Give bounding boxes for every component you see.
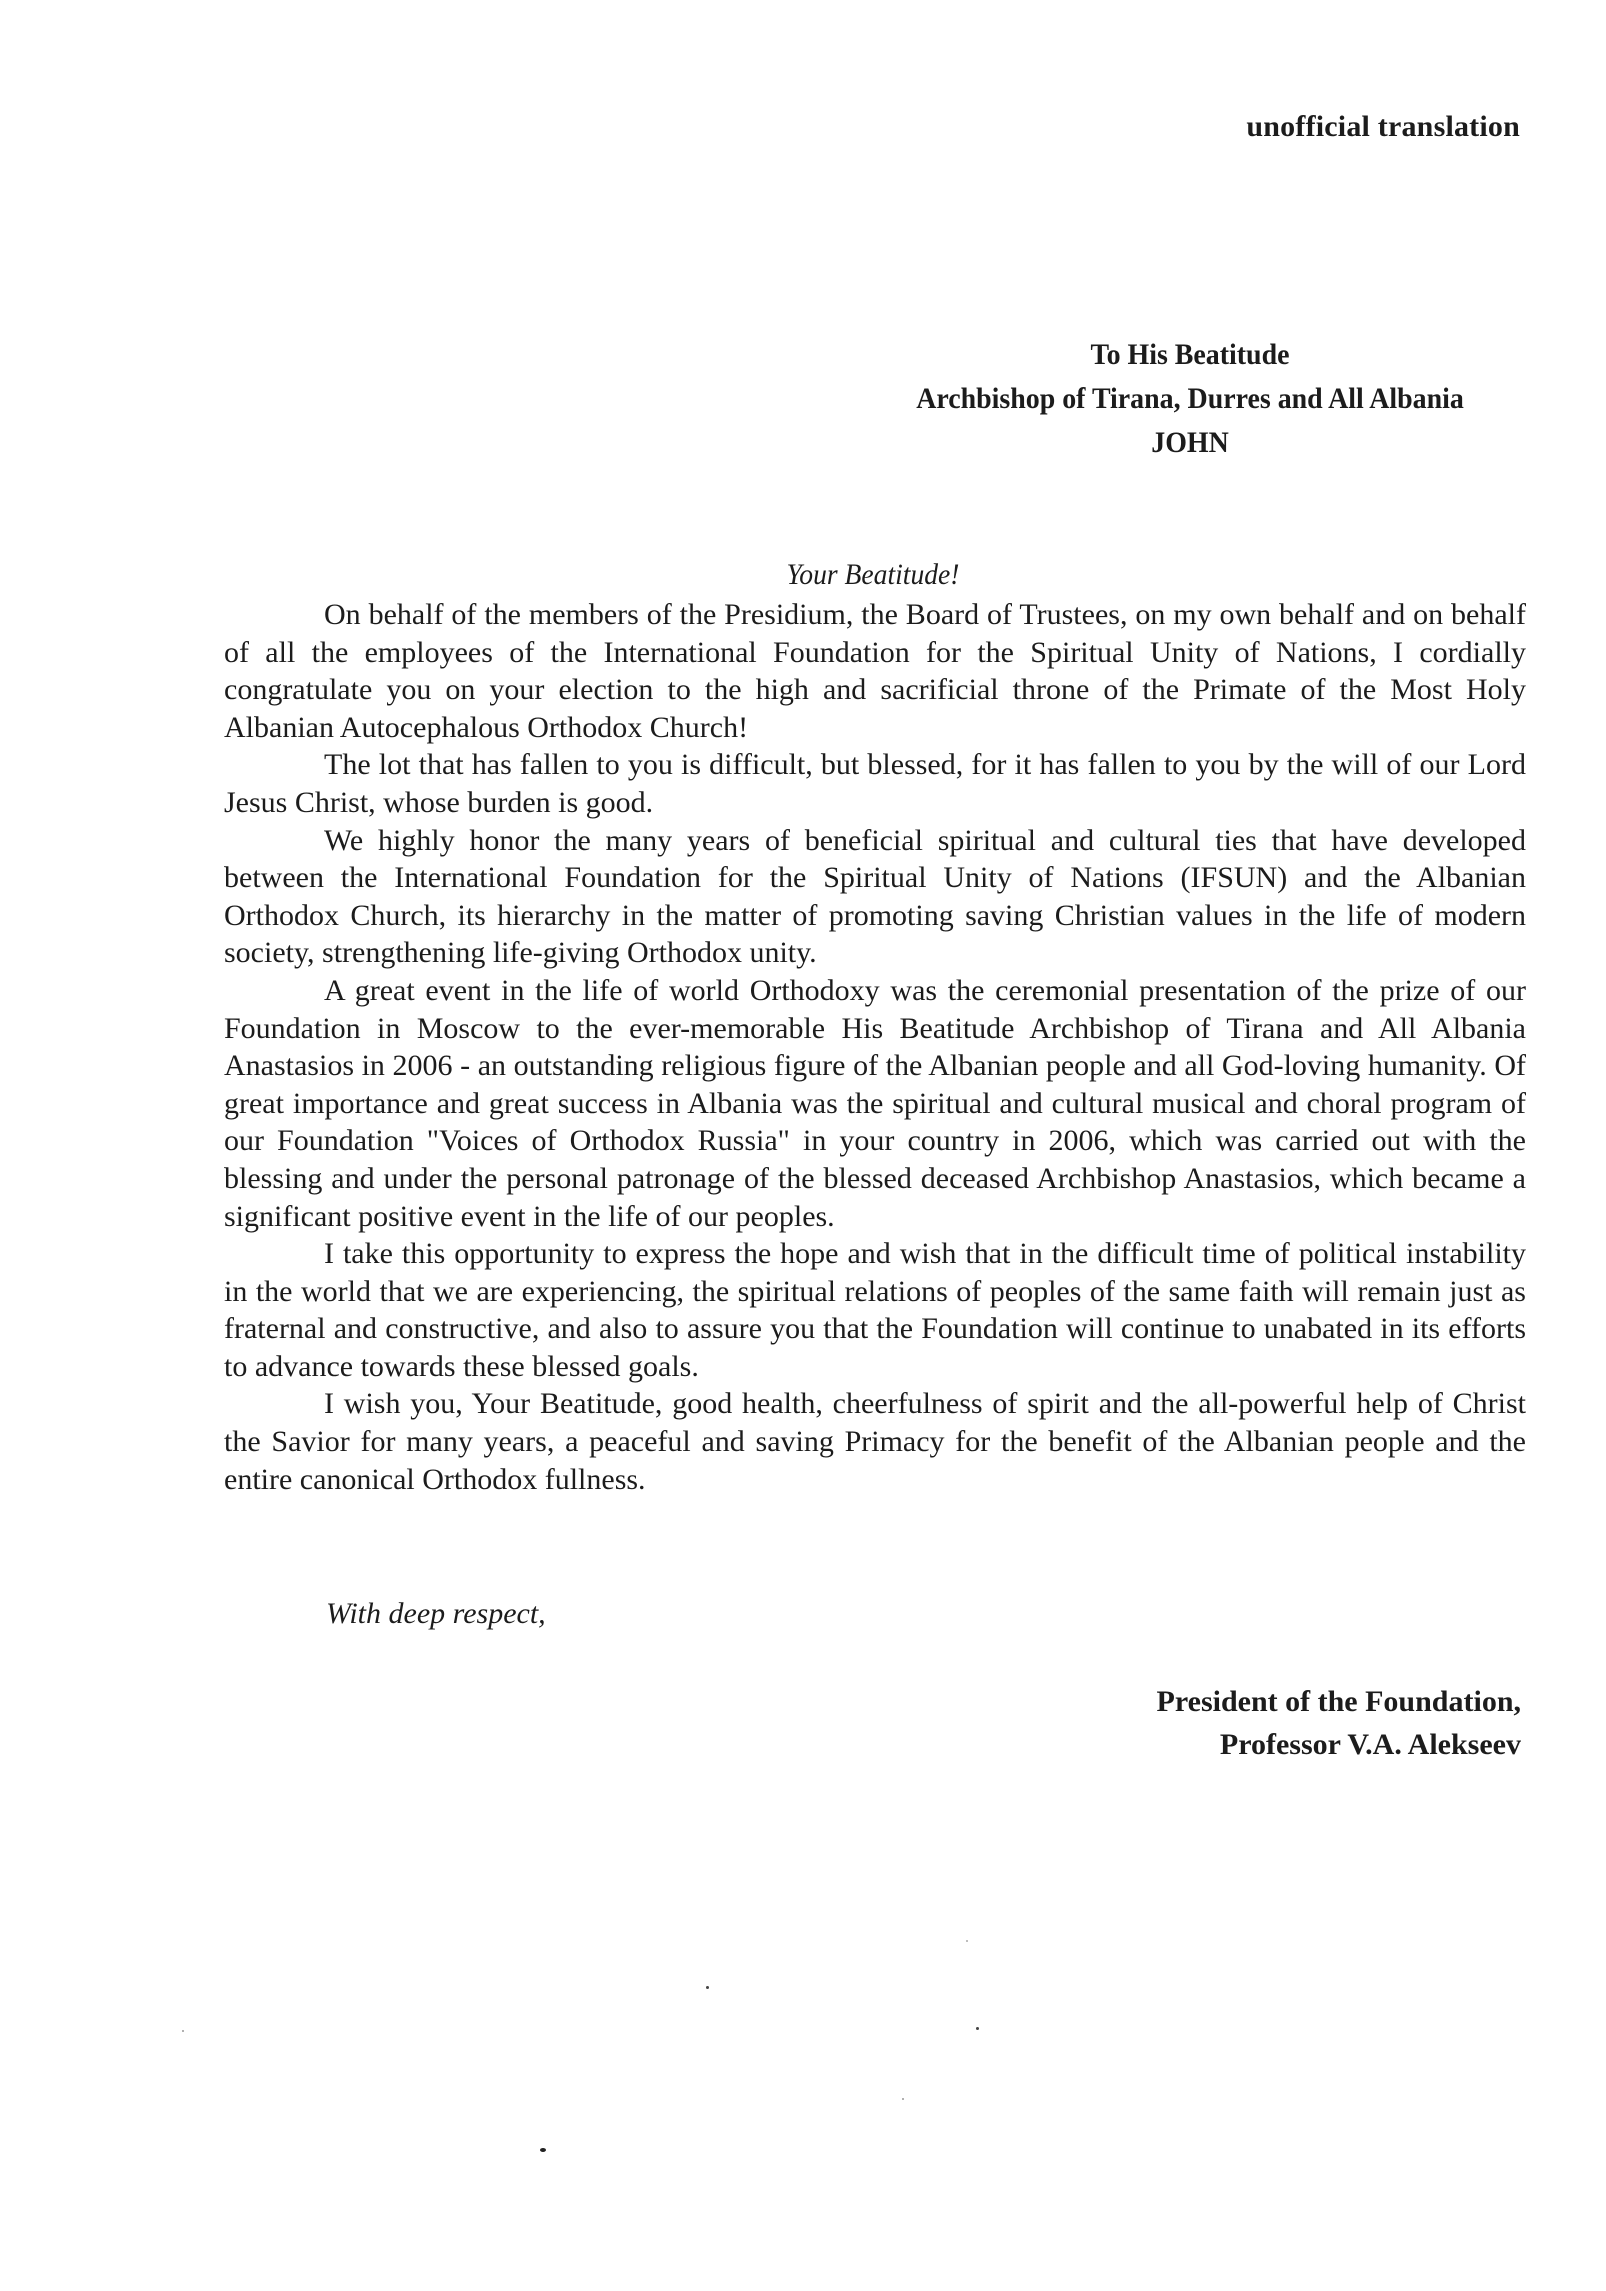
addressee-line-title: To His Beatitude <box>1090 338 1290 371</box>
salutation: Your Beatitude! <box>786 558 960 591</box>
signature-name: Professor V.A. Alekseev <box>1219 1728 1521 1761</box>
addressee-block <box>883 333 1497 465</box>
paragraph-lot: The lot that has fallen to you is difficult, but blessed, for it has fallen to you by the will of our Lord Jesus Christ, whose burden is good. <box>224 748 1526 819</box>
signature-block <box>1157 1680 1521 1766</box>
scan-speck <box>182 2030 184 2032</box>
paragraph-event: A great event in the life of world Orthodoxy was the ceremonial presentation of the prize of our Foundation in Moscow to the ever-memorable His Beatitude Archbishop of Tirana and All Albania Anastasios in 2006 - an outstanding religious figure of the Albanian people and all God-loving humanity. Of great importance and great success in Albania was the spiritual and cultural musical and choral program of our Foundation "Voices of Orthodox Russia" in your country in 2006, which was carried out with the blessing and under the personal patronage of the blessed deceased Archbishop Anastasios, which became a significant positive event in the life of our peoples. <box>224 973 1526 1233</box>
closing: With deep respect, <box>326 1597 546 1630</box>
scan-speck <box>966 1940 968 1942</box>
addressee-line-name: JOHN <box>1151 426 1229 459</box>
paragraph-wishes: I wish you, Your Beatitude, good health, cheerfulness of spirit and the all-powerful help of Christ the Savior for many years, a peaceful and saving Primacy for the benefit of the Albanian people and the entire canonical Orthodox fullness. <box>224 1387 1526 1496</box>
letter-body <box>224 596 1526 1498</box>
paragraph-ties: We highly honor the many years of beneficial spiritual and cultural ties that have developed between the International Foundation for the Spiritual Unity of Nations (IFSUN) and the Albanian Orthodox Church, its hierarchy in the matter of promoting saving Christian values in the life of modern society, strengthening life-giving Orthodox unity. <box>224 823 1526 970</box>
scan-speck <box>706 1986 709 1989</box>
scan-speck <box>540 2148 546 2152</box>
signature-title: President of the Foundation, <box>1156 1685 1521 1718</box>
paragraph-congratulation: On behalf of the members of the Presidium, the Board of Trustees, on my own behalf and on behalf of all the employees of the International Foundation for the Spiritual Unity of Nations, I cordially congratulate you on your election to the high and sacrificial throne of the Primate of the Most Holy Albanian Autocephalous Orthodox Church! <box>224 598 1526 744</box>
paragraph-hope: I take this opportunity to express the hope and wish that in the difficult time of political instability in the world that we are experiencing, the spiritual relations of peoples of the same faith will remain just as fraternal and constructive, and also to assure you that the Foundation will continue to unabated in its efforts to advance towards these blessed goals. <box>224 1237 1526 1383</box>
unofficial-translation-note: unofficial translation <box>1246 110 1520 143</box>
scan-speck <box>902 2098 904 2100</box>
scan-speck <box>976 2027 979 2030</box>
addressee-line-office: Archbishop of Tirana, Durres and All Albania <box>916 382 1464 415</box>
